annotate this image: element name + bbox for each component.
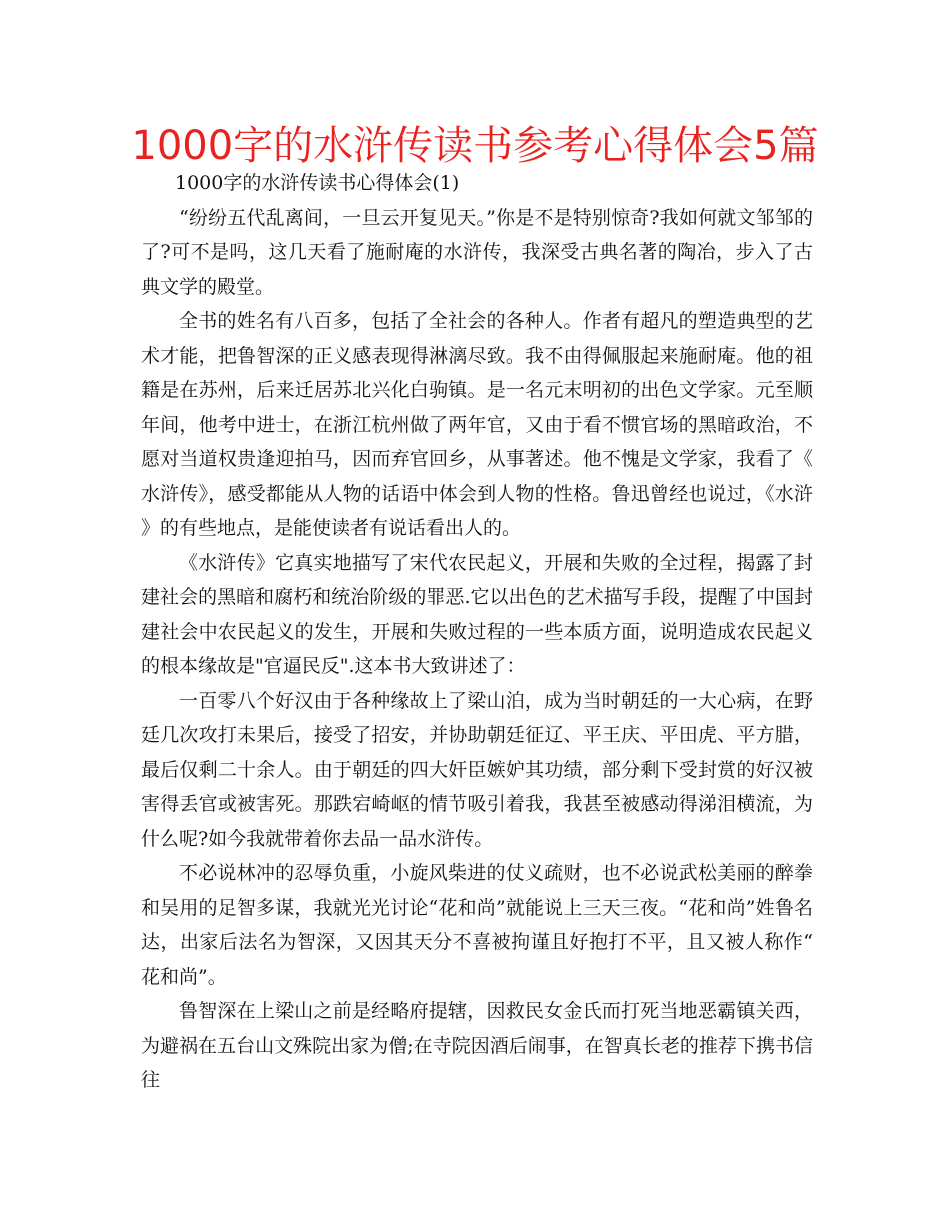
paragraph-4: 一百零八个好汉由于各种缘故上了梁山泊，成为当时朝廷的一大心病，在野廷几次攻打未果后，接受了招安，并协助朝廷征辽、平王庆、平田虎、平方腊，最后仅剩二十余人。由于朝廷的四大奸臣嫉妒其功绩，部分剩下受封赏的好汉被害得丢官或被害死。那跌宕崎岖的情节吸引着我，我甚至被感动得涕泪横流，为什么呢?如今我就带着你去品一品水浒传。 — [141, 689, 813, 850]
document-body — [141, 166, 813, 1098]
section-heading: 1000字的水浒传读书心得体会(1) — [175, 172, 460, 194]
paragraph-2: 全书的姓名有八百多，包括了全社会的各种人。作者有超凡的塑造典型的艺术才能，把鲁智深的正义感表现得淋漓尽致。我不由得佩服起来施耐庵。他的祖籍是在苏州，后来迁居苏北兴化白驹镇。是一名元末明初的出色文学家。元至顺年间，他考中进士，在浙江杭州做了两年官，又由于看不惯官场的黑暗政治，不愿对当道权贵逢迎拍马，因而弃官回乡，从事著述。他不愧是文学家，我看了《水浒传》，感受都能从人物的话语中体会到人物的性格。鲁迅曾经也说过，《水浒》的有些地点，是能使读者有说话看出人的。 — [141, 310, 813, 539]
paragraph-6: 鲁智深在上梁山之前是经略府提辖，因救民女金氏而打死当地恶霸镇关西，为避祸在五台山文殊院出家为僧;在寺院因酒后闹事，在智真长老的推荐下携书信往 — [141, 1000, 813, 1091]
paragraph-5: 不必说林冲的忍辱负重，小旋风柴进的仗义疏财，也不必说武松美丽的醉拳和吴用的足智多谋，我就光光讨论“花和尚”就能说上三天三夜。“花和尚”姓鲁名达，出家后法名为智深，又因其天分不喜被拘谨且好抱打不平，且又被人称作“花和尚”。 — [141, 862, 813, 988]
paragraph-1: “纷纷五代乱离间，一旦云开复见天。”你是不是特别惊奇?我如何就文邹邹的了?可不是吗，这几天看了施耐庵的水浒传，我深受古典名著的陶冶，步入了古典文学的殿堂。 — [141, 206, 813, 298]
paragraph-3: 《水浒传》它真实地描写了宋代农民起义，开展和失败的全过程，揭露了封建社会的黑暗和腐朽和统治阶级的罪恶.它以出色的艺术描写手段，提醒了中国封建社会中农民起义的发生，开展和失败过程的一些本质方面，说明造成农民起义的根本缘故是"官逼民反".这本书大致讲述了： — [141, 551, 813, 677]
page-title: 1000字的水浒传读书参考心得体会5篇 — [131, 123, 819, 169]
